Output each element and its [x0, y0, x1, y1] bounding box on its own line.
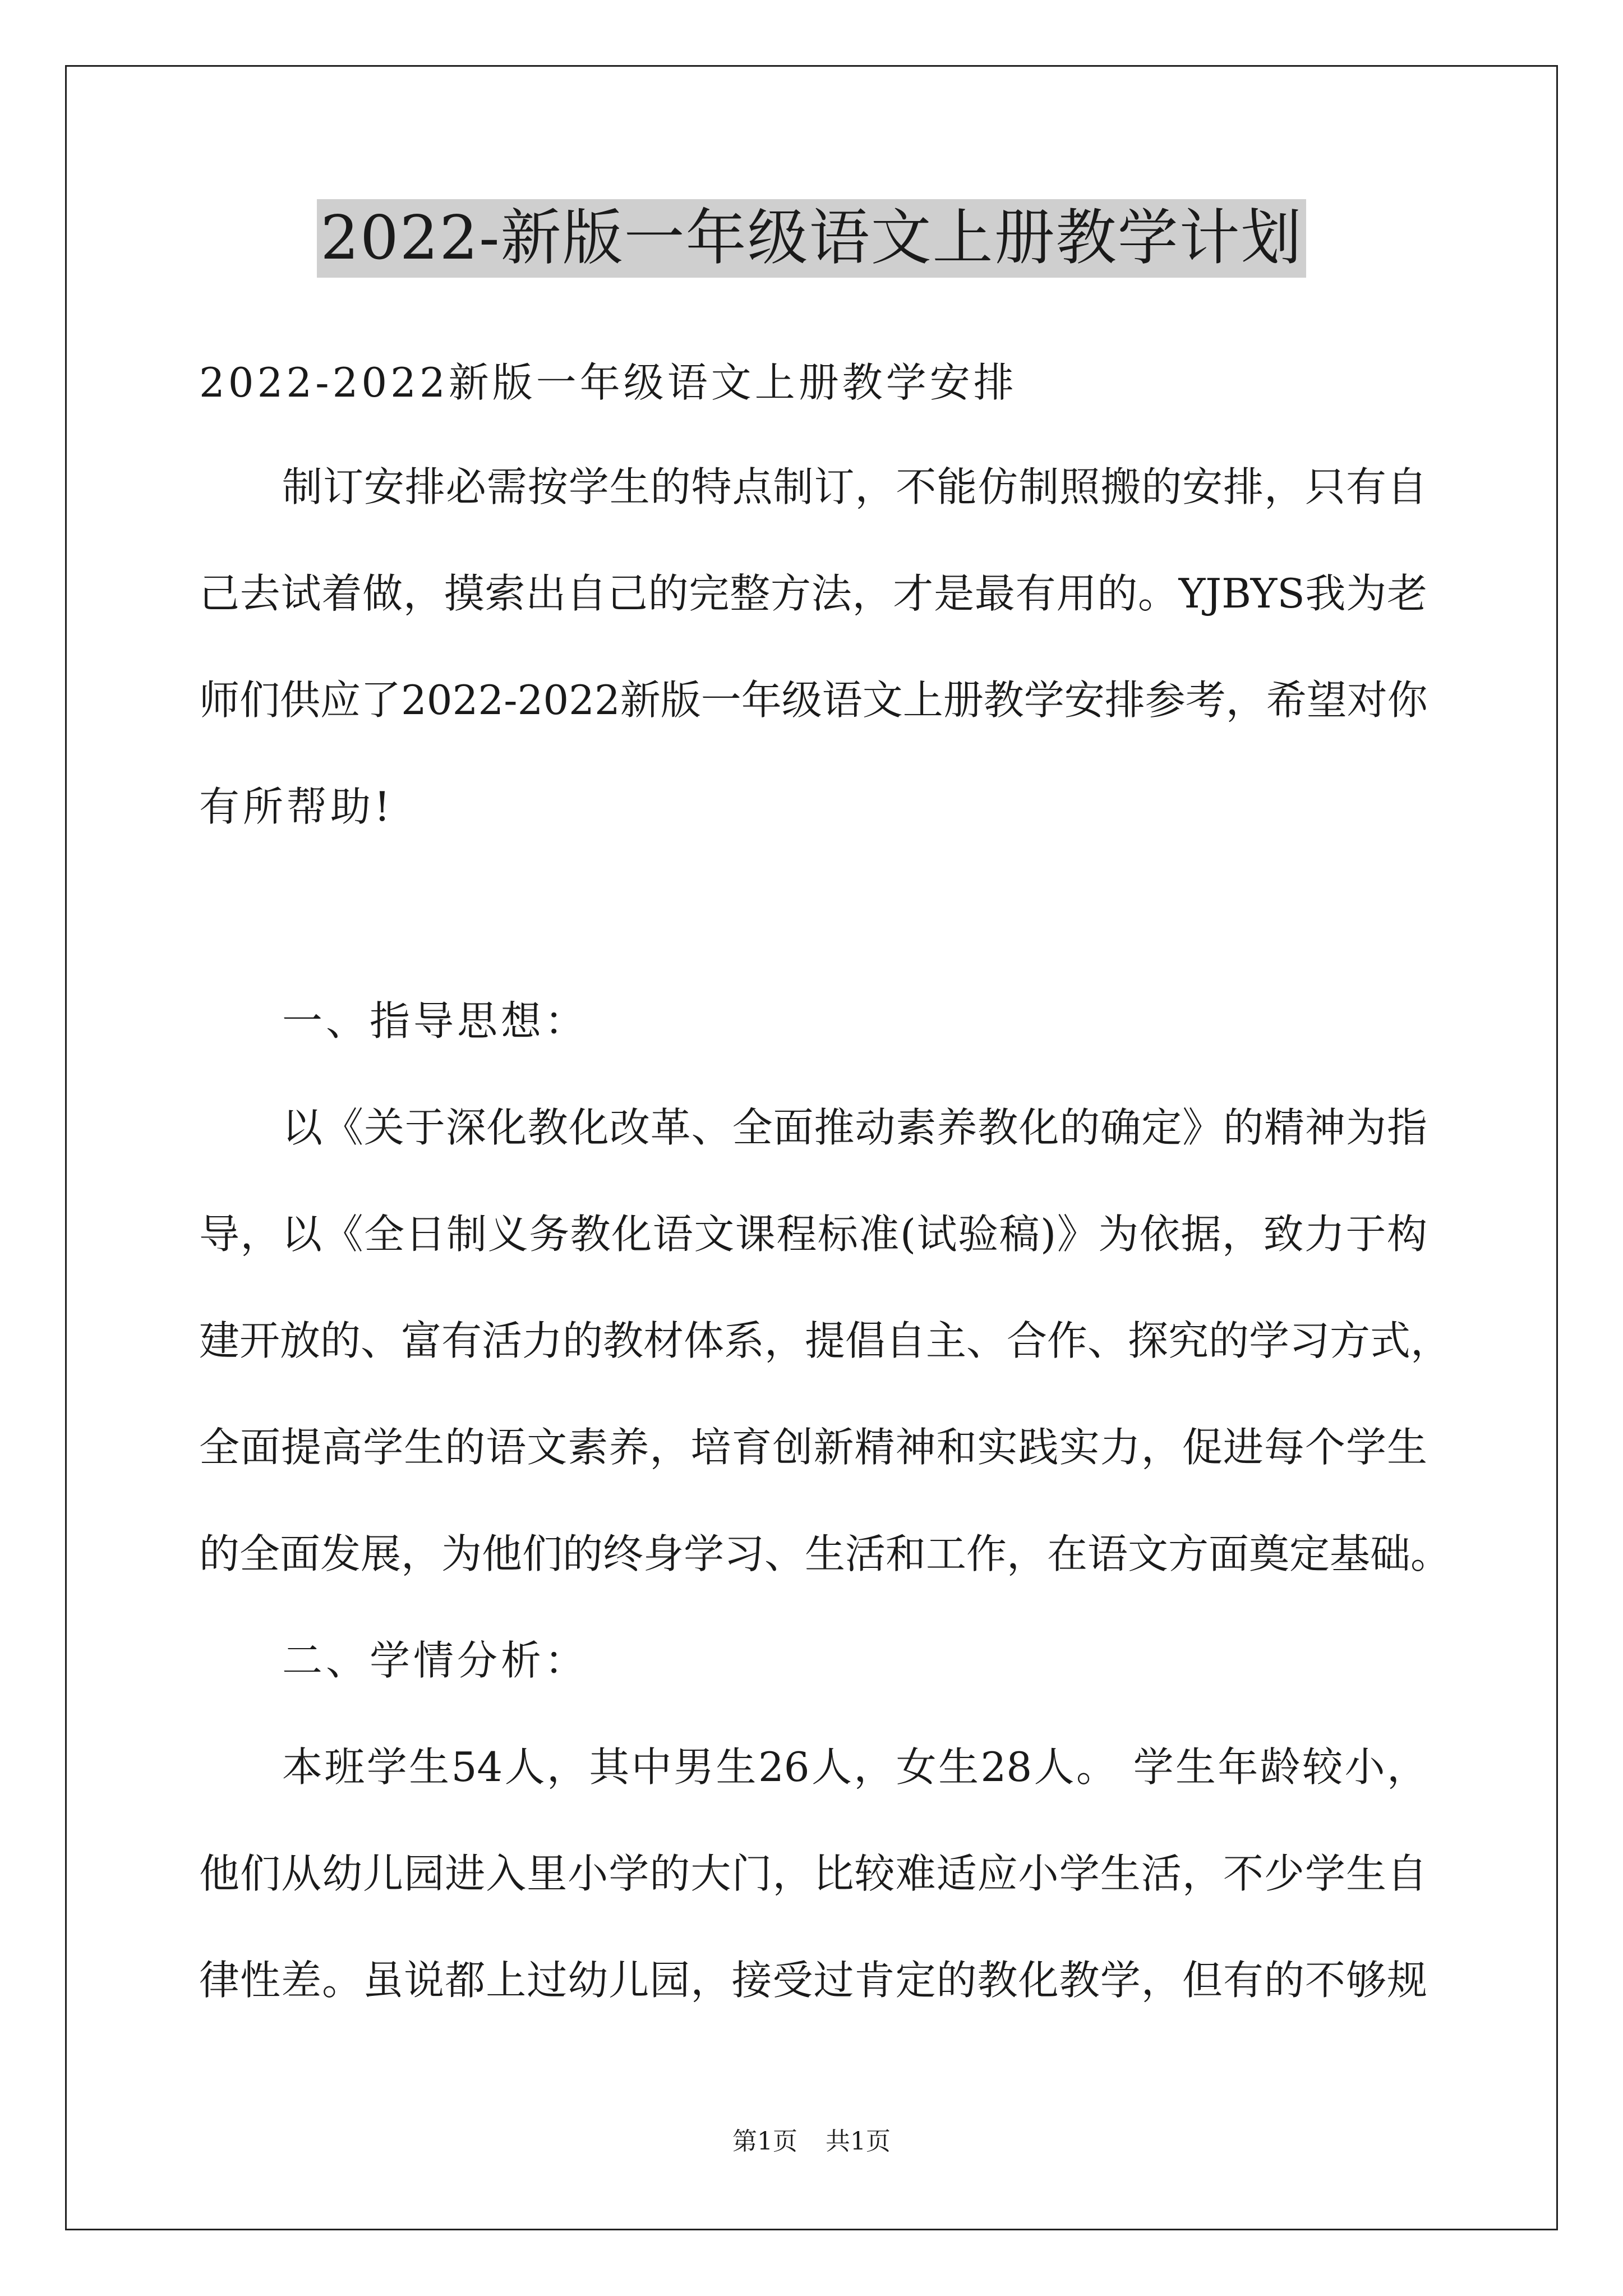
section-heading: 一、指导思想：	[282, 997, 589, 1045]
page-total: 共1页	[826, 2127, 891, 2156]
paragraph-line: 导，以《全日制义务教化语文课程标准(试验稿)》为依据，致力于构	[199, 1211, 1427, 1258]
paragraph-line: 全面提高学生的语文素养，培育创新精神和实践实力，促进每个学生	[199, 1424, 1427, 1471]
paragraph-line: 师们供应了2022-2022新版一年级语文上册教学安排参考，希望对你	[199, 677, 1428, 724]
section-heading: 二、学情分析：	[282, 1637, 589, 1684]
page-number: 第1页	[732, 2127, 797, 2156]
paragraph-line: 的全面发展，为他们的终身学习、生活和工作，在语文方面奠定基础。	[199, 1530, 1451, 1577]
paragraph-line: 以《关于深化教化改革、全面推动素养教化的确定》的精神为指	[282, 1104, 1427, 1151]
page-footer	[0, 2125, 1623, 2159]
document-subtitle: 2022-2022新版一年级语文上册教学安排	[199, 359, 1017, 406]
paragraph-line: 己去试着做，摸索出自己的完整方法，才是最有用的。YJBYS我为老	[199, 570, 1427, 617]
paragraph-line: 制订安排必需按学生的特点制订，不能仿制照搬的安排，只有自	[282, 463, 1427, 510]
paragraph-line: 律性差。虽说都上过幼儿园，接受过肯定的教化教学，但有的不够规	[199, 1957, 1427, 2004]
document-title: 2022-新版一年级语文上册教学计划	[317, 199, 1306, 278]
paragraph-line: 有所帮助!	[199, 783, 394, 830]
paragraph-line: 建开放的、富有活力的教材体系，提倡自主、合作、探究的学习方式，	[199, 1317, 1451, 1364]
paragraph-line: 本班学生54人，其中男生26人，女生28人。 学生年龄较小，	[282, 1743, 1427, 1791]
paragraph-line: 他们从幼儿园进入里小学的大门，比较难适应小学生活，不少学生自	[199, 1850, 1427, 1897]
title-container	[0, 199, 1623, 278]
